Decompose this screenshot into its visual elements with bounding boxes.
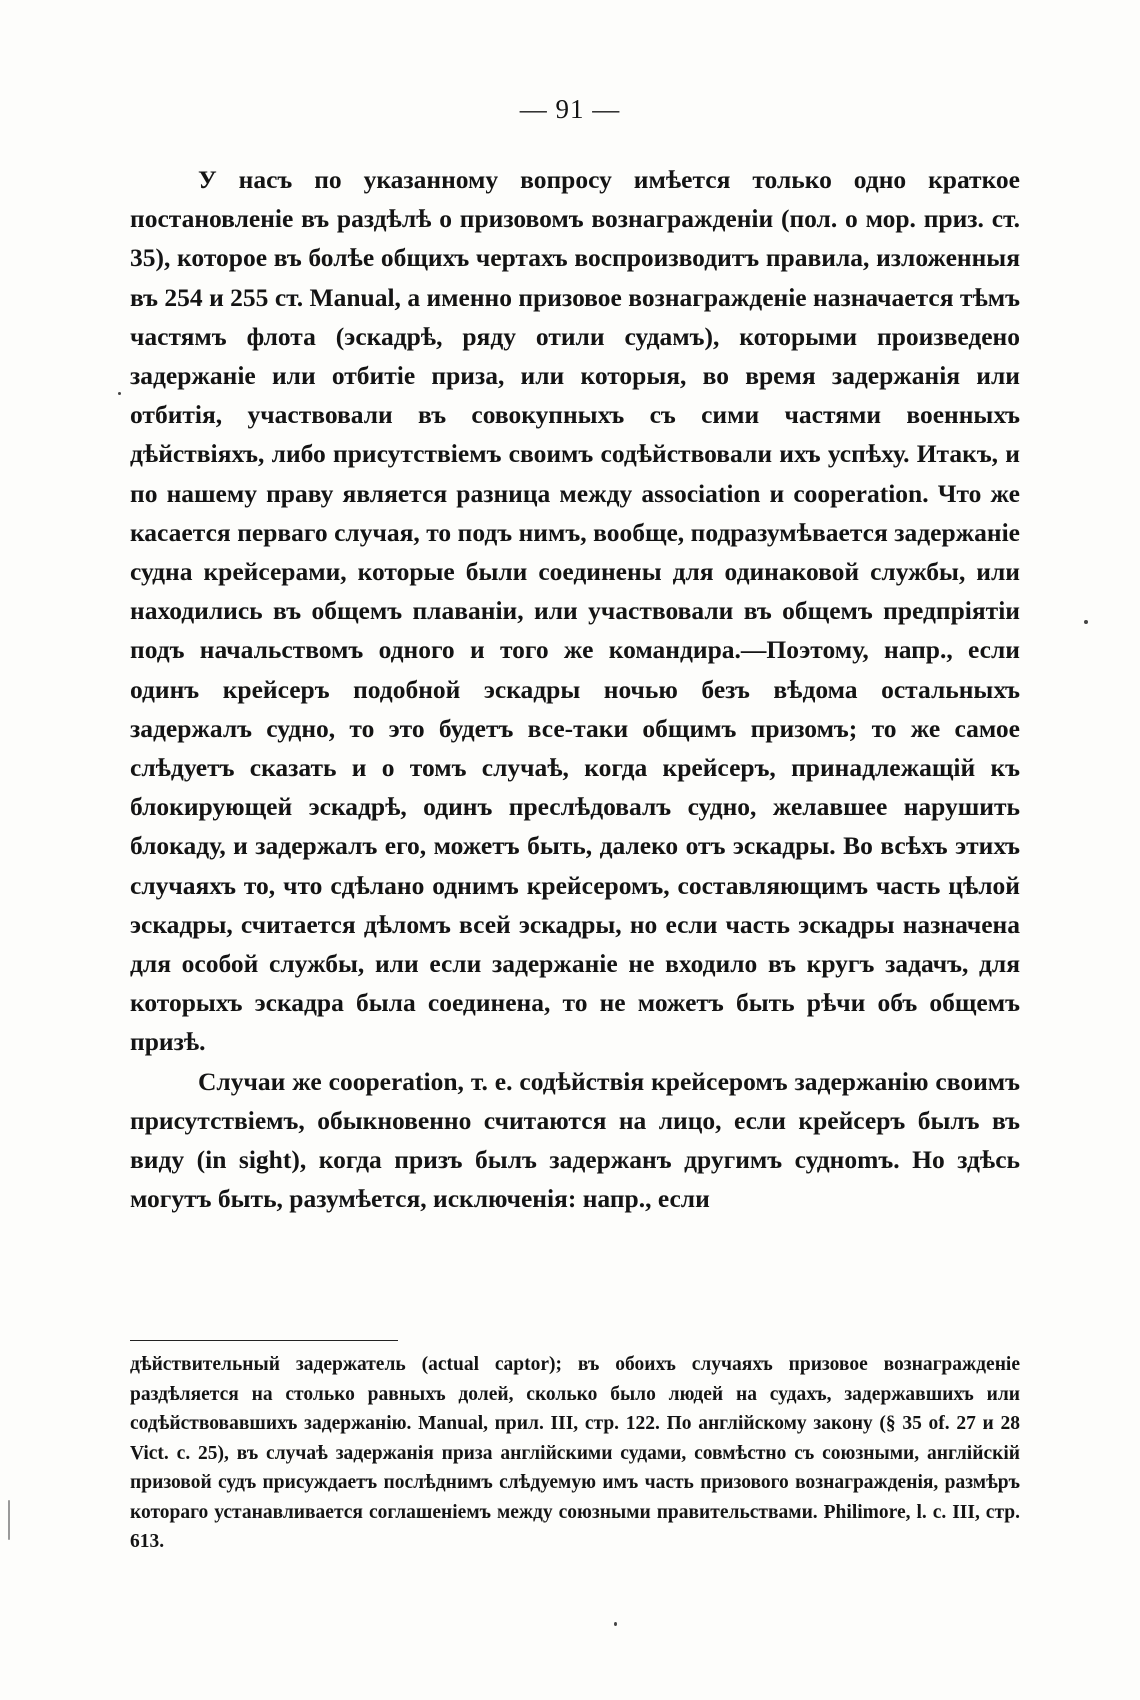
- footnote: дѣйствительный задержатель (actual captor); въ обоихъ случаяхъ призовое вознагражденіе раздѣляется на столько равныхъ долей, сколько было людей на судахъ, задержавшихъ или содѣйствовавшихъ задержанію. Manual, прил. III, стр. 122. По англійскому закону (§ 35 of. 27 и 28 Vict. c. 25), въ случаѣ задержанія приза англійскими судами, совмѣстно съ союзными, англійскій призовой судъ присуждаетъ послѣднимъ слѣдуемую имъ часть призового вознагражденія, размѣръ котораго устанавливается соглашеніемъ между союзными правительствами. Philimore, l. c. III, стр. 613.: [130, 1354, 1020, 1552]
- scan-speck: [614, 1622, 617, 1626]
- paragraph: У насъ по указанному вопросу имѣется только одно краткое постановленіе въ раздѣлѣ о призовомъ вознагражденіи (пол. о мор. приз. ст. 35), которое въ болѣе общихъ чертахъ воспроизводитъ правила, изложенныя въ 254 и 255 ст. Manual, а именно призовое вознагражденіе назначается тѣмъ частямъ флота (эскадрѣ, ряду отили судамъ), которыми произведено задержаніе или отбитіе приза, или которыя, во время задержанія или отбитія, участвовали въ совокупныхъ съ сими частями военныхъ дѣйствіяхъ, либо присутствіемъ своимъ содѣйствовали ихъ успѣху. Итакъ, и по нашему праву является разница между association и cooperation. Что же касается перваго случая, то подъ нимъ, вообще, подразумѣвается задержаніе судна крейсерами, которые были соединены для одинаковой службы, или находились въ общемъ плаваніи, или участвовали въ общемъ предпріятіи подъ начальствомъ одного и того же командира.—Поэтому, напр., если одинъ крейсеръ подобной эскадры ночью безъ вѣдома остальныхъ задержалъ судно, то это будетъ все-таки общимъ призомъ; то же самое слѣдуетъ сказать и о томъ случаѣ, когда крейсеръ, принадлежащій къ блокирующей эскадрѣ, одинъ преслѣдовалъ судно, желавшее нарушить блокаду, и задержалъ его, можетъ быть, далеко отъ эскадры. Во всѣхъ этихъ случаяхъ то, что сдѣлано однимъ крейсеромъ, составляющимъ часть цѣлой эскадры, считается дѣломъ всей эскадры, но если часть эскадры назначена для особой службы, или если задержаніе не входило въ кругъ задачъ, для которыхъ эскадра была соединена, то не можетъ быть рѣчи объ общемъ призѣ.: [130, 165, 1020, 1057]
- scan-speck: [8, 1500, 10, 1540]
- scan-speck: [1084, 620, 1088, 624]
- page-number: — 91 —: [519, 94, 621, 124]
- main-text: [130, 160, 1020, 1218]
- footnote-divider: [130, 1340, 398, 1341]
- paragraph: Случаи же cooperation, т. е. содѣйствія крейсеромъ задержанію своимъ присутствіемъ, обыкновенно считаются на лицо, если крейсеръ былъ въ виду (in sight), когда призъ былъ задержанъ другимъ суднomъ. Но здѣсь могутъ быть, разумѣется, исключенія: напр., если: [130, 1066, 1020, 1214]
- scan-speck: [118, 392, 121, 395]
